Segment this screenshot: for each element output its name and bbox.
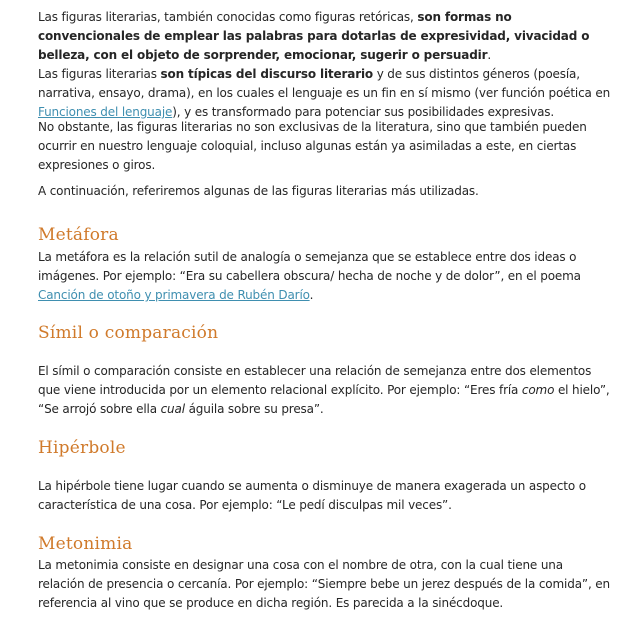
intro-text: ), y es transformado para potenciar sus posibilidades expresivas. bbox=[172, 105, 555, 119]
intro-period: . bbox=[487, 48, 492, 62]
intro-bold-literary: son típicas del discurso literario bbox=[160, 67, 374, 81]
metafora-paragraph bbox=[38, 248, 613, 305]
intro-text: y de sus distintos géneros (poesía, narrativa, ensayo, drama), en los cuales el lenguaje es un fin en sí mismo (ver función poética en bbox=[38, 67, 611, 100]
simil-text: águila sobre su presa”. bbox=[184, 402, 324, 416]
hiperbole-paragraph: La hipérbole tiene lugar cuando se aumenta o disminuye de manera exagerada un aspecto o característica de una cosa. Por ejemplo: “Le pedí disculpas mil veces”. bbox=[38, 479, 586, 512]
funciones-lenguaje-link[interactable]: Funciones del lenguaje bbox=[38, 105, 173, 119]
intro-colloquial-paragraph: No obstante, las figuras literarias no son exclusivas de la literatura, sino que también pueden ocurrir en nuestro lenguaje coloquial, incluso algunas están ya asimiladas a este, en ciertas expresiones o giros. bbox=[38, 120, 587, 172]
section-title-simil: Símil o comparación bbox=[38, 323, 219, 343]
intro-definition-paragraph bbox=[38, 8, 613, 65]
intro-text: Las figuras literarias, también conocidas como figuras retóricas, bbox=[38, 10, 418, 24]
section-title-hiperbole: Hipérbole bbox=[38, 438, 126, 458]
simil-paragraph bbox=[38, 362, 613, 419]
intro-bold-definition: son formas no convencionales de emplear las palabras para dotarlas de expresividad, vivacidad o belleza, con el objeto de sorprender, emocionar, sugerir o persuadir bbox=[38, 10, 590, 62]
intro-text: Las figuras literarias bbox=[38, 67, 161, 81]
cancion-otono-link[interactable]: Canción de otoño y primavera de Rubén Darío bbox=[38, 288, 310, 302]
intro-literary-paragraph bbox=[38, 65, 613, 122]
simil-italic-cual: cual bbox=[160, 402, 185, 416]
metafora-text: La metáfora es la relación sutil de analogía o semejanza que se establece entre dos ideas o imágenes. Por ejemplo: “Era su cabellera obscura/ hecha de noche y de dolor”, en el poema bbox=[38, 250, 581, 283]
simil-text: El símil o comparación consiste en establecer una relación de semejanza entre dos elementos que viene introducida por un elemento relacional explícito. Por ejemplo: “Eres fría bbox=[38, 364, 592, 397]
simil-text: el hielo”, “Se arrojó sobre ella bbox=[38, 383, 610, 416]
section-title-metafora: Metáfora bbox=[38, 225, 119, 245]
simil-italic-como: como bbox=[521, 383, 555, 397]
metonimia-paragraph: La metonimia consiste en designar una cosa con el nombre de otra, con la cual tiene una relación de presencia o cercanía. Por ejemplo: “Siempre bebe un jerez después de la comida”, en referencia al vino que se produce en dicha región. Es parecida a la sinécdoque. bbox=[38, 558, 610, 610]
intro-list-paragraph: A continuación, referiremos algunas de las figuras literarias más utilizadas. bbox=[38, 184, 479, 198]
section-title-metonimia: Metonimia bbox=[38, 534, 133, 554]
metafora-period: . bbox=[309, 288, 314, 302]
